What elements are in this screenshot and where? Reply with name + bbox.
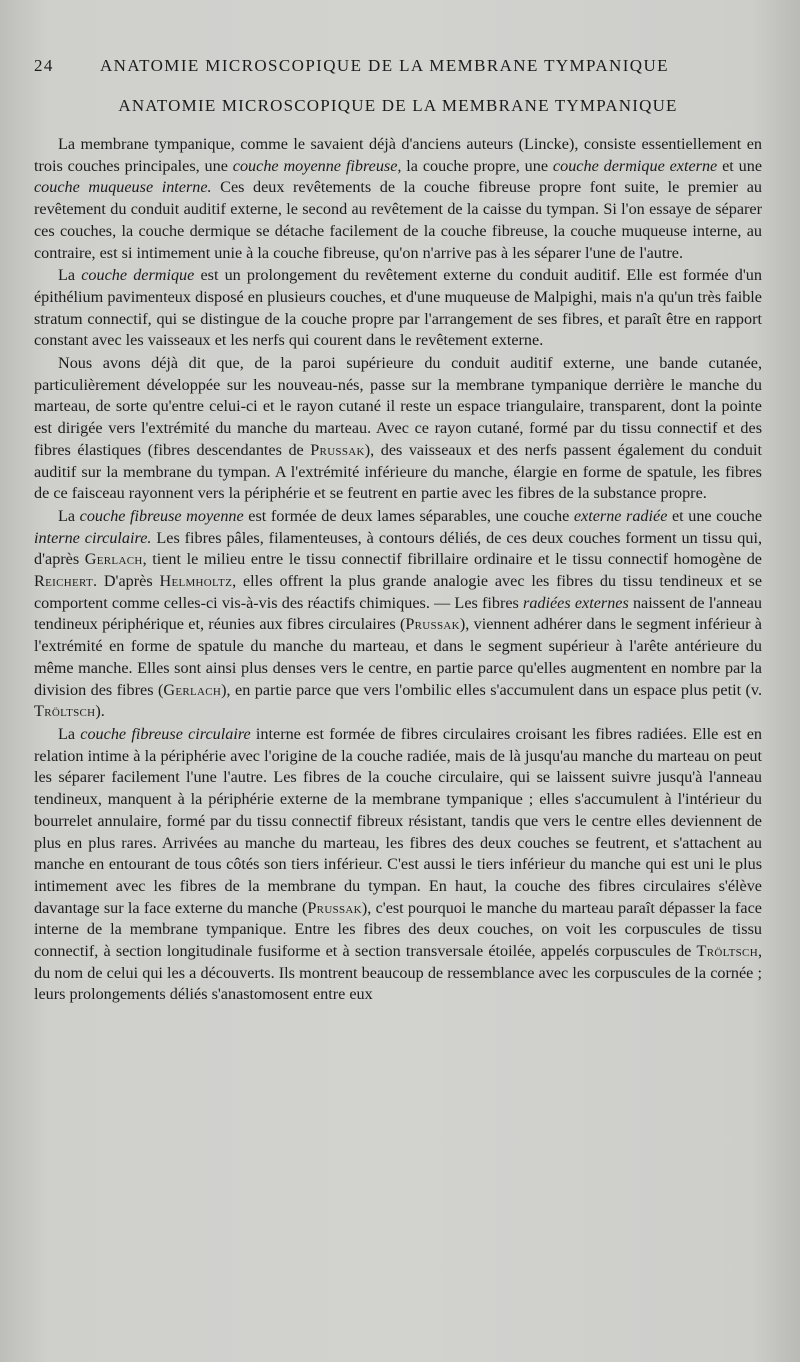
author-name: Prussak bbox=[307, 898, 362, 917]
section-title: ANATOMIE MICROSCOPIQUE DE LA MEMBRANE TYMPANIQUE bbox=[118, 96, 678, 115]
author-name: Prussak bbox=[310, 440, 365, 459]
text-run: interne est formée de fibres circulaires croisant les fibres radiées. Elle est en relation intime à la périphérie avec l'origine de la couche radiée, mais de là jusqu'au manche du marteau on peut les séparer facilement l'une l'autre. Les fibres de la couche circulaire, qui se laissent suivre jusqu'à l'anneau tendineux, manquent à la périphérie externe de la membrane tympanique ; elles s'accumulent à l'intérieur du bourrelet annulaire, formé par du tissu connectif fibreux résistant, tandis que vers le centre elles deviennent de plus en plus rares. Arrivées au manche du marteau, les fibres des deux couches se feutrent, et s'attachent au manche en entourant de tous côtés son tiers inférieur. C'est aussi le tiers inférieur du manche qui est uni le plus intimement avec les fibres de la membrane du tympan. En haut, la couche des fibres circulaires s'élève davantage sur la face externe du manche ( bbox=[34, 724, 762, 917]
text-run: naissent de l'anneau tendineux périphérique et, réunies aux fibres circulaires ( bbox=[34, 593, 762, 634]
text-run: ). bbox=[95, 702, 105, 721]
author-name: Helmholtz bbox=[159, 572, 233, 591]
paragraph-3 bbox=[34, 353, 762, 505]
italic-term: interne circulaire. bbox=[34, 528, 152, 547]
text-run: , tient le milieu entre le tissu connectif fibrillaire ordinaire et le tissu connectif homogène de bbox=[142, 550, 762, 569]
paragraph-5 bbox=[34, 724, 762, 1006]
author-name: Tröltsch bbox=[34, 702, 96, 721]
text-run: est formée de deux lames séparables, une couche bbox=[243, 506, 574, 525]
text-run: , du nom de celui qui les a découverts. Ils montrent beaucoup de ressemblance avec les corpuscules de la cornée ; leurs prolongements déliés s'anastomosent entre eux bbox=[34, 942, 762, 1004]
running-title: ANATOMIE MICROSCOPIQUE DE LA MEMBRANE TYMPANIQUE bbox=[100, 56, 669, 75]
text-run: ), des vaisseaux et des nerfs passent également du conduit auditif sur la membrane du tympan. A l'extrémité inférieure du manche, élargie en forme de spatule, les fibres de ce faisceau rayonnent vers la périphérie et se feutrent en partie avec les fibres de la substance propre. bbox=[34, 440, 762, 503]
text-run: La bbox=[58, 724, 81, 743]
author-name: Gerlach bbox=[84, 550, 143, 569]
italic-term: couche moyenne fibreuse, bbox=[232, 156, 402, 175]
paragraph-2 bbox=[34, 265, 762, 352]
text-run: Nous avons déjà dit que, de la paroi supérieure du conduit auditif externe, une bande cutanée, particulièrement développée sur les nouveau-nés, passe sur la membrane tympanique derrière le manche du marteau, de sorte qu'entre celui-ci et le rayon cutané il reste un espace triangulaire, transparent, dont la pointe est dirigée vers l'extrémité du manche du marteau. Avec ce rayon cutané, formé par du tissu connectif et des fibres élastiques (fibres descendantes de bbox=[34, 354, 762, 459]
text-run: La membrane tympanique, comme le savaient déjà d'anciens auteurs (Lincke), consiste essentiellement en trois couches principales, une bbox=[34, 135, 762, 175]
running-head bbox=[34, 56, 762, 90]
text-run: , elles offrent la plus grande analogie avec les fibres du tissu tendineux et se comportent comme celles-ci vis-à-vis des réactifs chimiques. — Les fibres bbox=[34, 572, 763, 612]
text-run: la couche propre, une bbox=[401, 156, 553, 175]
text-run: La bbox=[58, 506, 80, 525]
text-run: La bbox=[58, 266, 82, 285]
text-run: ), c'est pourquoi le manche du marteau paraît dépasser la face interne de la membrane tympanique. Entre les fibres des deux couches, on voit les corpuscules de tissu connectif, à section longitudinale fusiforme et à section transversale étoilée, appelés corpuscules de bbox=[34, 898, 762, 961]
text-run: et une bbox=[717, 156, 762, 175]
italic-term: couche muqueuse interne. bbox=[34, 178, 212, 197]
body-text bbox=[34, 134, 762, 1006]
page-number: 24 bbox=[34, 56, 54, 75]
italic-term: radiées externes bbox=[523, 593, 629, 612]
italic-term: couche dermique bbox=[81, 266, 195, 285]
author-name: Gerlach bbox=[163, 680, 222, 699]
text-run: est un prolongement du revêtement externe du conduit auditif. Elle est formée d'un épithélium pavimenteux disposé en plusieurs couches, et d'une muqueuse de Malpighi, mais n'a qu'un très faible stratum connectif, qui se distingue de la couche propre par l'arrangement de ses fibres, et paraît être en rapport constant avec les vaisseaux et les nerfs qui courent dans le revêtement externe. bbox=[34, 266, 762, 350]
author-name: Prussak bbox=[405, 615, 460, 634]
text-run: et une couche bbox=[667, 506, 763, 525]
paragraph-4 bbox=[34, 506, 762, 723]
paragraph-1 bbox=[34, 134, 762, 264]
italic-term: externe radiée bbox=[573, 506, 668, 525]
author-name: Tröltsch bbox=[696, 942, 758, 961]
text-run: ), viennent adhérer dans le segment inférieur à l'extrémité en forme de spatule du manche du marteau, et dans le segment supérieur à l'arête antérieure du même manche. Elles sont ainsi plus denses vers le centre, en partie parce qu'elles augmentent en nombre par la division des fibres ( bbox=[34, 615, 762, 699]
author-name: Reichert bbox=[34, 572, 93, 591]
text-run: Les fibres pâles, filamenteuses, à contours déliés, de ces deux couches forment un tissu qui, d'après bbox=[34, 528, 762, 569]
text-run: . D'après bbox=[92, 572, 160, 591]
italic-term: couche fibreuse moyenne bbox=[79, 506, 244, 525]
italic-term: couche fibreuse circulaire bbox=[80, 724, 251, 743]
text-run: Ces deux revêtements de la couche fibreuse propre font suite, le premier au revêtement du conduit auditif externe, le second au revêtement de la caisse du tympan. Si l'on essaye de séparer ces couches, la couche dermique se détache facilement de la couche fibreuse, la couche muqueuse interne, au contraire, est si intimement unie à la couche fibreuse, qu'on n'arrive pas à les séparer l'une de l'autre. bbox=[34, 178, 762, 262]
italic-term: couche dermique externe bbox=[552, 156, 718, 175]
text-run: ), en partie parce que vers l'ombilic elles s'accumulent dans un espace plus petit (v. bbox=[221, 680, 763, 699]
